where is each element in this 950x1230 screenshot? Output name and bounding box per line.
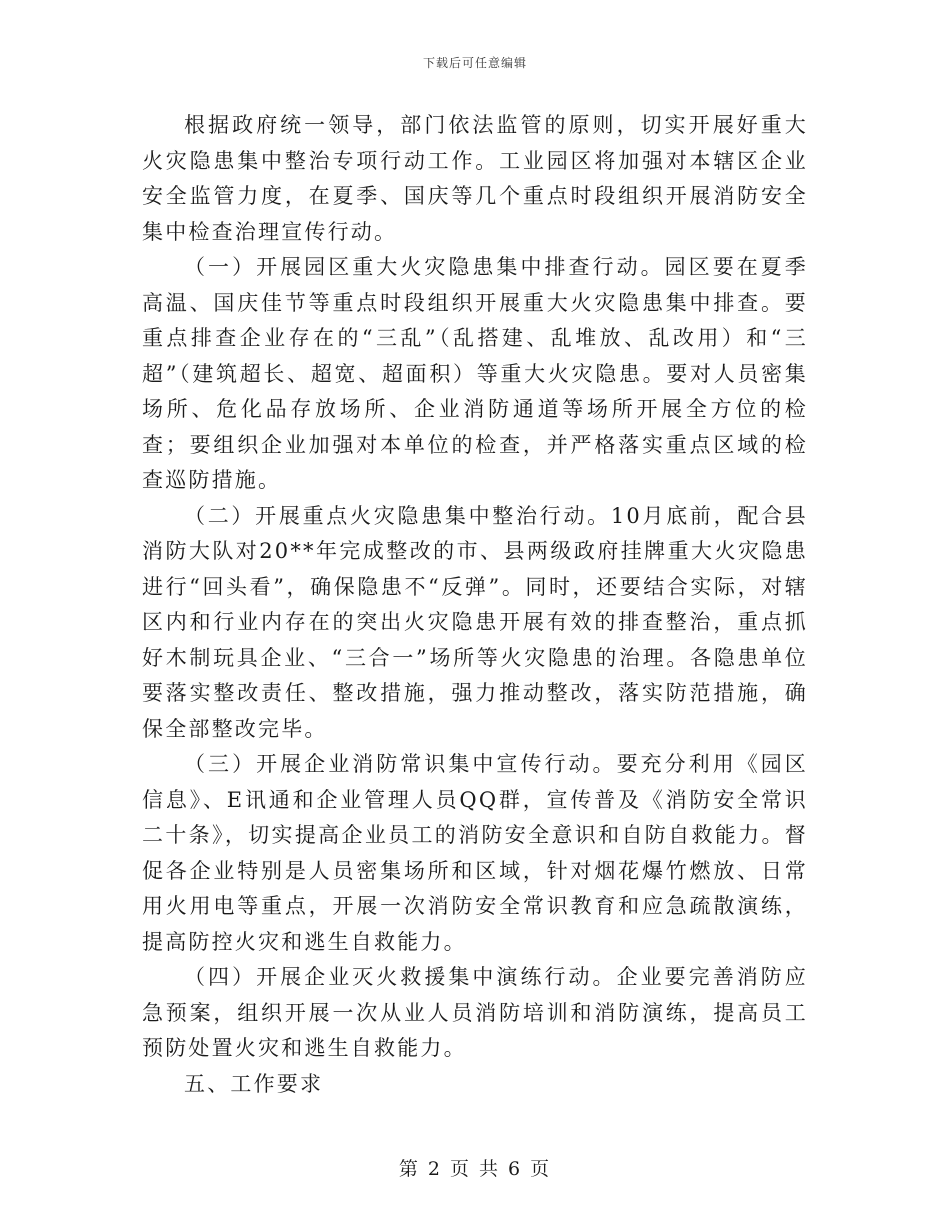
page-footer [0, 1154, 950, 1181]
paragraph-intro: 根据政府统一领导，部门依法监管的原则，切实开展好重大火灾隐患集中整治专项行动工作。工业园区将加强对本辖区企业安全监管力度，在夏季、国庆等几个重点时段组织开展消防安全集中检查治理宣传行动。 [142, 113, 808, 244]
paragraph-item-3: （三）开展企业消防常识集中宣传行动。要充分利用《园区信息》、E讯通和企业管理人员QQ群，宣传普及《消防安全常识二十条》，切实提高企业员工的消防安全意识和自防自救能力。督促各企业特别是人员密集场所和区域，针对烟花爆竹燃放、日常用火用电等重点，开展一次消防安全常识教育和应急疏散演练，提高防控火灾和逃生自救能力。 [142, 752, 808, 954]
paragraph-item-1: （一）开展园区重大火灾隐患集中排查行动。园区要在夏季高温、国庆佳节等重点时段组织开展重大火灾隐患集中排查。要重点排查企业存在的“三乱”（乱搭建、乱堆放、乱改用）和“三超”（建筑超长、超宽、超面积）等重大火灾隐患。要对人员密集场所、危化品存放场所、企业消防通道等场所开展全方位的检查；要组织企业加强对本单位的检查，并严格落实重点区域的检查巡防措施。 [142, 255, 808, 492]
section-heading: 五、工作要求 [184, 1071, 324, 1096]
paragraph-item-2: （二）开展重点火灾隐患集中整治行动。10月底前，配合县消防大队对20**年完成整改的市、县两级政府挂牌重大火灾隐患进行“回头看”，确保隐患不“反弹”。同时，还要结合实际，对辖区内和行业内存在的突出火灾隐患开展有效的排查整治，重点抓好木制玩具企业、“三合一”场所等火灾隐患的治理。各隐患单位要落实整改责任、整改措施，强力推动整改，落实防范措施，确保全部整改完毕。 [142, 503, 808, 741]
footer-page-number: 2 [427, 1158, 442, 1180]
footer-suffix: 页 [530, 1158, 552, 1180]
footer-prefix: 第 [398, 1158, 420, 1180]
header-note: 下载后可任意编辑 [422, 56, 527, 70]
paragraph-item-4: （四）开展企业灭火救援集中演练行动。企业要完善消防应急预案，组织开展一次从业人员消防培训和消防演练，提高员工预防处置火灾和逃生自救能力。 [142, 965, 808, 1060]
document-body [142, 108, 808, 1102]
footer-middle: 页 共 [449, 1158, 501, 1180]
footer-total-pages: 6 [508, 1158, 523, 1180]
